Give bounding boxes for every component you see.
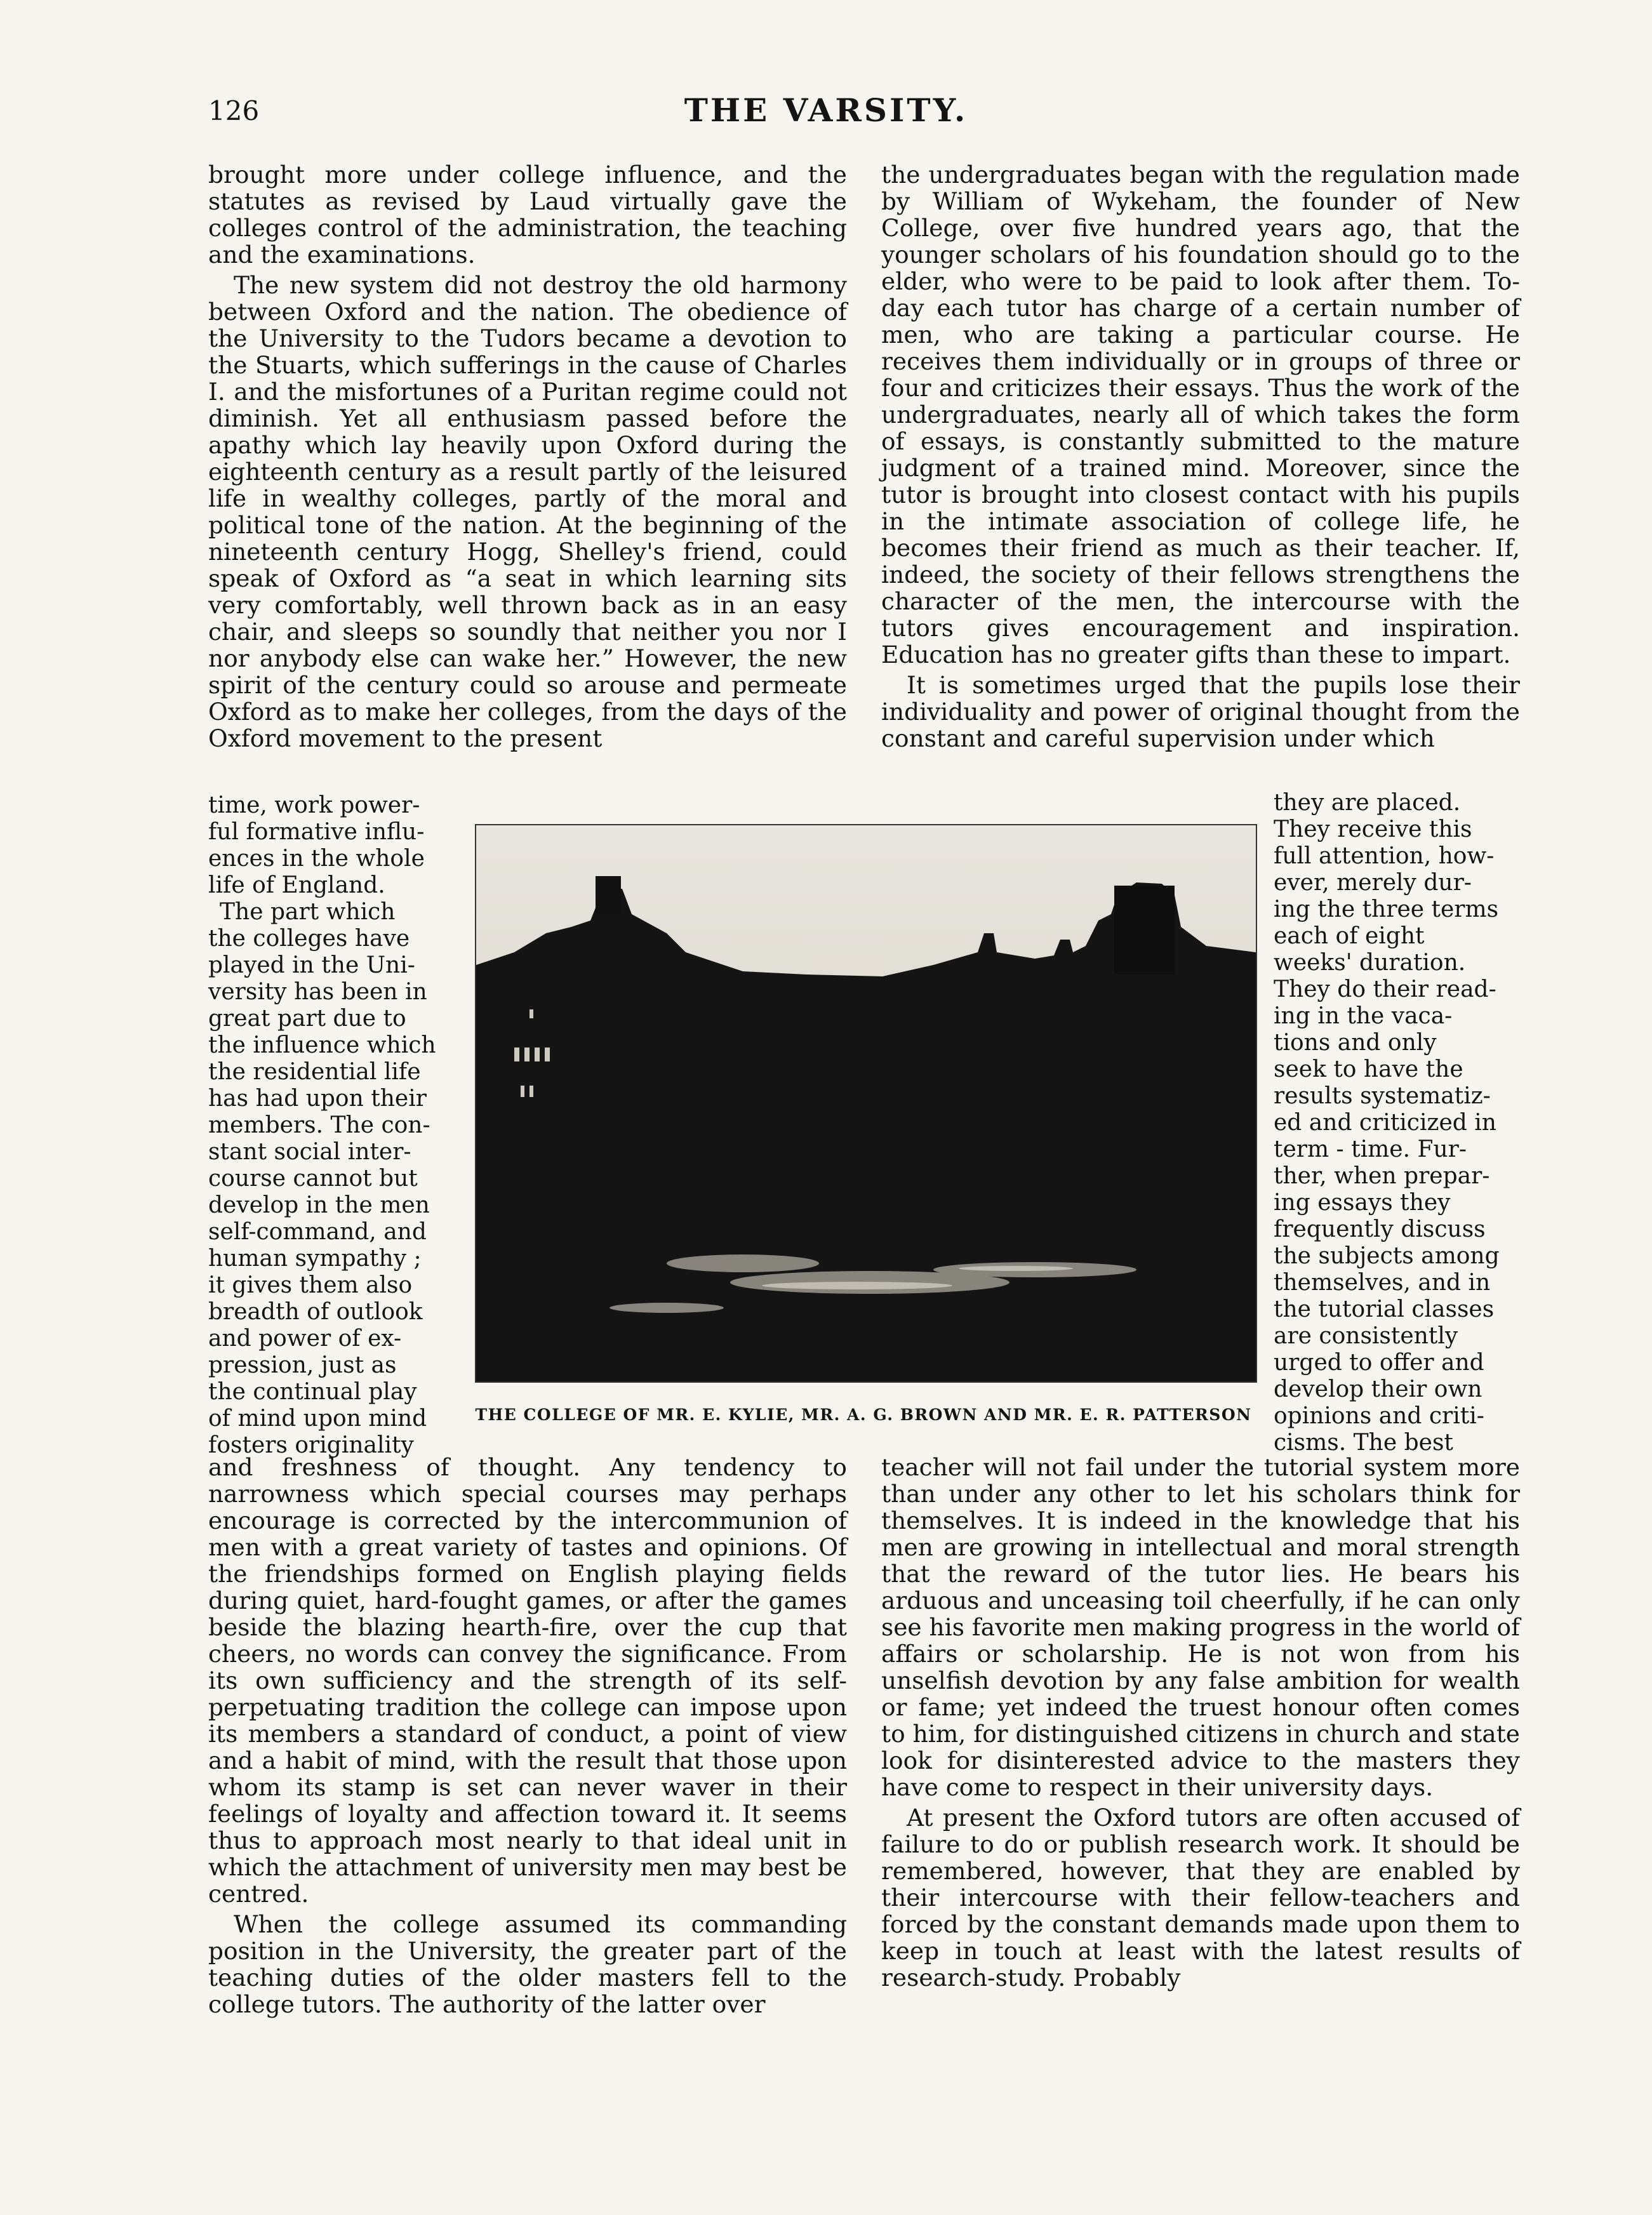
text-line: tions and only [1274, 1030, 1437, 1056]
paragraph: It is sometimes urged that the pupils lose their individuality and power of original thought from the constant and careful supervision under which [881, 671, 1520, 752]
right-column-top [881, 161, 1520, 755]
text-line: pression, just as [208, 1352, 397, 1378]
paragraph: the undergraduates began with the regulation made by William of Wykeham, the founder of New College, over five hundred years ago, that the younger scholars of his foundation should go to the elder, who were to be paid to look after them. To-day each tutor has charge of a certain number of men, who are taking a particular course. He receives them individually or in groups of three or four and criticizes their essays. Thus the work of the undergraduates, nearly all of which takes the form of essays, is constantly submitted to the mature judgment of a trained mind. Moreover, since the tutor is brought into closest contact with his pupils in the intimate association of college life, he becomes their friend as much as their teacher. If, indeed, the society of their fellows strengthens the character of the men, the intercourse with the tutors gives encouragement and inspiration. Education has no greater gifts than these to impart. [881, 161, 1520, 668]
text-line: members. The con- [208, 1112, 430, 1138]
text-line: played in the Uni- [208, 952, 415, 978]
running-head: THE VARSITY. [684, 91, 968, 129]
text-line: stant social inter- [208, 1139, 411, 1165]
text-line: the residential life [208, 1059, 421, 1085]
right-column-bottom [881, 1454, 1520, 1995]
text-line: are consistently [1274, 1323, 1458, 1349]
text-line: ed and criticized in [1274, 1110, 1496, 1136]
text-line: frequently discuss [1274, 1216, 1486, 1242]
text-line: great part due to [208, 1006, 406, 1032]
text-line: The part which [220, 899, 396, 925]
text-line: life of England. [208, 872, 385, 898]
text-line: fosters originality [208, 1432, 414, 1458]
text-line: each of eight [1274, 923, 1425, 949]
text-line: of mind upon mind [208, 1406, 427, 1432]
text-line: course cannot but [208, 1166, 418, 1192]
text-line: breadth of outlook [208, 1299, 423, 1325]
text-line: weeks' duration. [1274, 950, 1466, 976]
left-narrow-column [208, 792, 462, 1459]
text-line: the colleges have [208, 926, 410, 952]
text-line: time, work power- [208, 792, 420, 818]
left-column-top [208, 161, 847, 755]
paragraph: and freshness of thought. Any tendency to narrowness which special courses may perhaps encourage is corrected by the intercommunion of men with a great variety of tastes and opinions. Of the friendships formed on English playing fields during quiet, hard-fought games, or after the games beside the blazing hearth-fire, over the cup that cheers, no words can convey the significance. From its own sufficiency and the strength of its self-perpetuating tradition the college can impose upon its members a standard of conduct, a point of view and a habit of mind, with the result that those upon whom its stamp is set can never waver in their feelings of loyalty and affection toward it. It seems thus to approach most nearly to that ideal unit in which the attachment of university men may best be centred. [208, 1453, 847, 1908]
text-line: and power of ex- [208, 1326, 402, 1352]
text-line: they are placed. [1274, 790, 1461, 816]
text-line: seek to have the [1274, 1056, 1463, 1082]
text-line: ences in the whole [208, 846, 425, 872]
paragraph: When the college assumed its commanding position in the University, the greater part of the teaching duties of the older masters fell to the college tutors. The authority of the latter over [208, 1910, 847, 2018]
paragraph: brought more under college influence, and the statutes as revised by Laud virtually gave the colleges control of the administration, the teaching and the examinations. [208, 161, 847, 269]
text-line: ful formative influ- [208, 819, 425, 845]
text-line: cisms. The best [1274, 1430, 1453, 1456]
text-line: ing the three terms [1274, 896, 1499, 922]
text-line: ther, when prepar- [1274, 1163, 1490, 1189]
text-line: the continual play [208, 1379, 417, 1405]
text-line: the influence which [208, 1032, 436, 1058]
paragraph: The new system did not destroy the old harmony between Oxford and the nation. The obedience of the University to the Tudors became a devotion to the Stuarts, which sufferings in the cause of Charles I. and the misfortunes of a Puritan regime could not diminish. Yet all enthusiasm passed before the apathy which lay heavily upon Oxford during the eighteenth century as a result partly of the leisured life in wealthy colleges, partly of the moral and political tone of the nation. At the beginning of the nineteenth century Hogg, Shelley's friend, could speak of Oxford as “a seat in which learning sits very comfortably, well thrown back as in an easy chair, and sleeps so soundly that neither you nor I nor anybody else can wake her.” However, the new spirit of the century could so arouse and permeate Oxford as to make her colleges, from the days of the Oxford movement to the present [208, 271, 847, 752]
text-line: develop in the men [208, 1192, 430, 1218]
text-line: They receive this [1274, 816, 1472, 842]
text-line: They do their read- [1274, 976, 1496, 1002]
text-line: full attention, how- [1274, 843, 1495, 869]
paragraph: At present the Oxford tutors are often accused of failure to do or publish research work. It should be remembered, however, that they are enabled by their intercourse with their fellow-teachers and forced by the constant demands made upon them to keep in touch at least with the latest results of research-study. Probably [881, 1804, 1520, 1992]
text-line: has had upon their [208, 1086, 427, 1112]
text-line: ever, merely dur- [1274, 870, 1472, 896]
text-line: themselves, and in [1274, 1270, 1491, 1296]
college-photo [475, 824, 1257, 1383]
text-line: it gives them also [208, 1272, 413, 1298]
text-line: ing essays they [1274, 1190, 1451, 1216]
figure-caption: THE COLLEGE OF MR. E. KYLIE, MR. A. G. BROWN AND MR. E. R. PATTERSON [475, 1406, 1252, 1424]
text-line: urged to offer and [1274, 1350, 1484, 1376]
text-line: ing in the vaca- [1274, 1003, 1453, 1029]
text-line: opinions and criti- [1274, 1403, 1484, 1429]
right-narrow-column [1274, 790, 1521, 1456]
page-number: 126 [208, 95, 260, 126]
text-line: results systematiz- [1274, 1083, 1491, 1109]
text-line: human sympathy ; [208, 1246, 422, 1272]
text-line: the tutorial classes [1274, 1296, 1495, 1322]
left-column-bottom [208, 1454, 847, 2021]
text-line: the subjects among [1274, 1243, 1500, 1269]
paragraph: teacher will not fail under the tutorial system more than under any other to let his scholars think for themselves. It is indeed in the knowledge that his men are growing in intellectual and moral strength that the reward of the tutor lies. He bears his arduous and unceasing toil cheerfully, if he can only see his favorite men making progress in the world of affairs or scholarship. He is not won from his unselfish devotion by any false ambition for wealth or fame; yet indeed the truest honour often comes to him, for distinguished citizens in church and state look for disinterested advice to the masters they have come to respect in their university days. [881, 1453, 1520, 1801]
text-line: versity has been in [208, 979, 427, 1005]
text-line: term - time. Fur- [1274, 1136, 1467, 1162]
text-line: develop their own [1274, 1376, 1482, 1402]
text-line: self-command, and [208, 1219, 427, 1245]
